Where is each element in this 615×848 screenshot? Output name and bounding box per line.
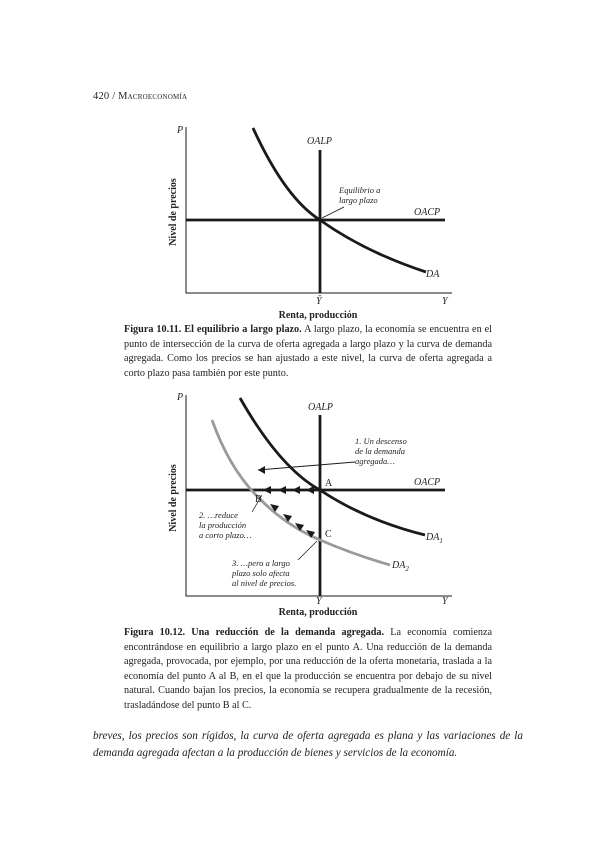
fig1-oacp-label: OACP [414, 207, 441, 218]
fig1-y-axis [186, 127, 452, 293]
svg-text:3. …pero a largo: 3. …pero a largo [232, 558, 290, 568]
fig2-da2-label: $DA_2$ [392, 560, 409, 573]
fig2-note2-pointer [252, 495, 262, 512]
fig1-y-letter: Y [442, 296, 448, 307]
fig2-move-arrows-b-to-c [270, 504, 315, 538]
svg-text:plazo solo afecta: plazo solo afecta [232, 568, 290, 578]
svg-text:de la demanda: de la demanda [355, 446, 406, 456]
svg-text:2. …reduce: 2. …reduce [199, 510, 238, 520]
body-paragraph: breves, los precios son rígidos, la curva de oferta agregada es plana y las variaciones de la demanda agregada afectan a la producción de bienes y servicios de la economía. [93, 730, 523, 759]
fig2-note3-pointer [298, 541, 317, 560]
svg-text:al nivel de precios.: al nivel de precios. [232, 578, 297, 588]
fig1-ybar-label: Ȳ [316, 296, 322, 307]
running-head [93, 91, 187, 102]
fig2-da1-label: $DA_1$ [426, 532, 443, 545]
svg-text:la producción: la producción [199, 520, 247, 530]
fig1-annotation-line2: largo plazo [339, 195, 378, 205]
fig2-caption-label: Figura 10.12. Una reducción de la demanda agregada. [124, 627, 385, 638]
fig2-da2-curve [212, 420, 390, 565]
fig2-note2 [199, 510, 251, 540]
svg-text:a corto plazo…: a corto plazo… [199, 530, 252, 540]
svg-text:agregada…: agregada… [355, 456, 395, 466]
fig2-y-axis-title: Nivel de precios [168, 464, 179, 532]
fig2-y-letter: Y [442, 596, 448, 607]
figure-10-11-caption [124, 323, 492, 381]
fig2-oacp-label: OACP [414, 477, 441, 488]
fig2-p-label: P [177, 392, 184, 403]
fig2-caption-text: La economía comienza encontrándose en equilibrio a largo plazo en el punto A. Una reducción de la demanda agregada, provocada, por ejemplo, por una reducción de la oferta monetaria, traslada a la economía del punto A al B, en el que la producción se encuentra por debajo de su nivel natural. Cuando bajan los precios, la economía se recupera gradualmente de la recesión, trasladándose del punto B al C. [124, 627, 493, 711]
fig1-annotation-line1: Equilibrio a [339, 185, 381, 195]
header-separator: / [112, 91, 116, 102]
fig1-x-axis-title: Renta, producción [278, 310, 358, 321]
fig1-y-axis-title: Nivel de precios [168, 178, 179, 246]
book-title: Macroeconomía [118, 91, 188, 102]
fig1-annotation-pointer [322, 207, 344, 218]
fig1-da-curve [253, 128, 426, 272]
fig2-note1-arrowhead [258, 466, 265, 474]
svg-text:1. Un descenso: 1. Un descenso [355, 436, 407, 446]
fig2-point-c: C [325, 529, 332, 540]
fig2-ybar-label: Ȳ [316, 596, 322, 607]
figure-10-12-caption [124, 626, 492, 713]
fig2-move-arrows-a-to-b [263, 486, 314, 494]
fig2-note1-arrow [258, 462, 355, 470]
fig2-point-b: B [255, 494, 262, 505]
fig2-da1-curve [240, 398, 425, 535]
fig1-caption-label: Figura 10.11. El equilibrio a largo plazo. [124, 324, 302, 335]
fig2-point-a: A [325, 478, 333, 489]
fig2-oalp-label: OALP [308, 402, 333, 413]
page-number: 420 [93, 91, 110, 102]
fig1-da-label: DA [426, 269, 440, 280]
fig1-p-label: P [177, 125, 184, 136]
fig1-oalp-label: OALP [307, 136, 332, 147]
fig2-note3 [231, 558, 296, 588]
fig1-caption-text: A largo plazo, la economía se encuentra en el punto de intersección de la curva de oferta agregada a largo plazo y la curva de demanda agregada. Como los precios se han ajustado a este nivel, la curva de oferta agregada a corto plazo pasa también por este punto. [124, 324, 492, 379]
fig2-note1 [355, 436, 407, 466]
fig2-x-axis-title: Renta, producción [278, 607, 358, 618]
fig2-axes [186, 395, 452, 596]
